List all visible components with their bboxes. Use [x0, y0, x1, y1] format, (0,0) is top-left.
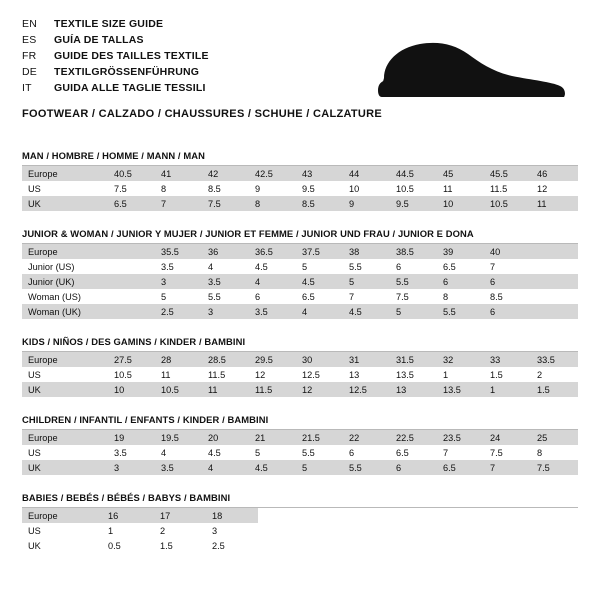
cell: 5.5 — [437, 304, 484, 319]
cell: 6.5 — [296, 289, 343, 304]
cell: 23.5 — [437, 430, 484, 445]
table-row — [22, 523, 258, 538]
cell: 21 — [249, 430, 296, 445]
language-title: GUIDA ALLE TAGLIE TESSILI — [54, 82, 206, 94]
cell: 9.5 — [390, 196, 437, 211]
cell: 45 — [437, 166, 484, 181]
cell: 13.5 — [437, 382, 484, 397]
row-label: US — [22, 523, 102, 538]
cell: 11 — [531, 196, 578, 211]
table-row — [22, 181, 578, 196]
cell: 3.5 — [108, 445, 155, 460]
cell: 1 — [484, 382, 531, 397]
cell: 27.5 — [108, 352, 155, 367]
cell: 24 — [484, 430, 531, 445]
size-group-babies — [22, 492, 578, 553]
cell: 4.5 — [249, 460, 296, 475]
group-title: CHILDREN / INFANTIL / ENFANTS / KINDER / BAMBINI — [22, 414, 578, 430]
cell: 6 — [437, 274, 484, 289]
row-label: Europe — [22, 166, 108, 181]
cell: 1 — [437, 367, 484, 382]
cell: 43 — [296, 166, 343, 181]
table-row — [22, 508, 258, 523]
group-title: BABIES / BEBÉS / BÉBÉS / BABYS / BAMBINI — [22, 492, 578, 508]
cell: 19.5 — [155, 430, 202, 445]
cell: 4.5 — [249, 259, 296, 274]
cell: 1.5 — [154, 538, 206, 553]
table-row — [22, 289, 578, 304]
cell: 2.5 — [206, 538, 258, 553]
cell — [108, 304, 155, 319]
cell: 7 — [437, 445, 484, 460]
cell: 3.5 — [249, 304, 296, 319]
row-label: US — [22, 181, 108, 196]
size-table — [22, 166, 578, 211]
row-label: Junior (US) — [22, 259, 108, 274]
cell: 4.5 — [343, 304, 390, 319]
table-row — [22, 367, 578, 382]
size-group-junior-woman — [22, 228, 578, 319]
cell: 7.5 — [108, 181, 155, 196]
cell: 3.5 — [202, 274, 249, 289]
cell: 16 — [102, 508, 154, 523]
cell: 28.5 — [202, 352, 249, 367]
language-code: DE — [22, 66, 37, 78]
table-row — [22, 445, 578, 460]
cell: 9 — [249, 181, 296, 196]
cell: 11 — [155, 367, 202, 382]
cell: 38 — [343, 244, 390, 259]
cell: 1 — [102, 523, 154, 538]
group-title: JUNIOR & WOMAN / JUNIOR Y MUJER / JUNIOR ET FEMME / JUNIOR UND FRAU / JUNIOR E DONA — [22, 228, 578, 244]
cell: 29.5 — [249, 352, 296, 367]
table-row — [22, 304, 578, 319]
cell: 4 — [155, 445, 202, 460]
cell: 45.5 — [484, 166, 531, 181]
cell — [531, 244, 578, 259]
cell: 3 — [108, 460, 155, 475]
group-title: MAN / HOMBRE / HOMME / MANN / MAN — [22, 150, 578, 166]
cell: 10.5 — [108, 367, 155, 382]
cell: 10 — [437, 196, 484, 211]
cell: 4 — [249, 274, 296, 289]
cell: 3 — [202, 304, 249, 319]
cell: 10.5 — [155, 382, 202, 397]
cell: 6.5 — [437, 259, 484, 274]
cell — [531, 274, 578, 289]
cell: 5 — [249, 445, 296, 460]
table-row — [22, 196, 578, 211]
cell: 36 — [202, 244, 249, 259]
cell: 6 — [249, 289, 296, 304]
cell: 33.5 — [531, 352, 578, 367]
cell: 20 — [202, 430, 249, 445]
cell: 12 — [296, 382, 343, 397]
cell: 46 — [531, 166, 578, 181]
cell: 13 — [343, 367, 390, 382]
cell: 12 — [531, 181, 578, 196]
cell: 12 — [249, 367, 296, 382]
cell: 7.5 — [531, 460, 578, 475]
cell: 5.5 — [390, 274, 437, 289]
cell: 28 — [155, 352, 202, 367]
cell: 6.5 — [108, 196, 155, 211]
cell: 8.5 — [296, 196, 343, 211]
language-title: TEXTILGRÖSSENFÜHRUNG — [54, 66, 200, 78]
cell: 5 — [296, 259, 343, 274]
cell: 8 — [249, 196, 296, 211]
cell: 4 — [202, 460, 249, 475]
size-group-children — [22, 414, 578, 475]
cell: 13.5 — [390, 367, 437, 382]
cell: 8.5 — [202, 181, 249, 196]
cell: 5 — [390, 304, 437, 319]
cell: 4 — [202, 259, 249, 274]
cell: 42 — [202, 166, 249, 181]
cell — [531, 289, 578, 304]
cell: 1.5 — [531, 382, 578, 397]
table-row — [22, 430, 578, 445]
cell — [531, 304, 578, 319]
row-label: UK — [22, 196, 108, 211]
footwear-section-title: FOOTWEAR / CALZADO / CHAUSSURES / SCHUHE / CALZATURE — [22, 108, 383, 120]
cell: 25 — [531, 430, 578, 445]
row-label: Europe — [22, 352, 108, 367]
cell — [108, 289, 155, 304]
row-label: US — [22, 367, 108, 382]
cell: 3 — [206, 523, 258, 538]
language-title: TEXTILE SIZE GUIDE — [54, 18, 164, 30]
cell: 3 — [155, 274, 202, 289]
cell: 22 — [343, 430, 390, 445]
language-title: GUÍA DE TALLAS — [54, 34, 144, 46]
row-label: UK — [22, 460, 108, 475]
cell: 7.5 — [390, 289, 437, 304]
table-row — [22, 352, 578, 367]
cell: 17 — [154, 508, 206, 523]
table-row — [22, 382, 578, 397]
cell: 6 — [390, 259, 437, 274]
cell: 7.5 — [484, 445, 531, 460]
cell: 10.5 — [484, 196, 531, 211]
cell: 37.5 — [296, 244, 343, 259]
size-table — [22, 430, 578, 475]
page-header — [22, 16, 578, 120]
row-label: Europe — [22, 244, 108, 259]
cell: 9.5 — [296, 181, 343, 196]
cell: 36.5 — [249, 244, 296, 259]
cell: 18 — [206, 508, 258, 523]
language-code: FR — [22, 50, 37, 62]
cell: 7.5 — [202, 196, 249, 211]
cell: 2 — [154, 523, 206, 538]
language-code: EN — [22, 18, 37, 30]
cell: 6 — [390, 460, 437, 475]
cell: 5 — [343, 274, 390, 289]
cell: 4 — [296, 304, 343, 319]
size-group-man — [22, 150, 578, 211]
cell: 11 — [202, 382, 249, 397]
cell: 19 — [108, 430, 155, 445]
cell: 5.5 — [343, 460, 390, 475]
row-label: US — [22, 445, 108, 460]
language-title: GUIDE DES TAILLES TEXTILE — [54, 50, 209, 62]
cell: 6.5 — [390, 445, 437, 460]
table-row — [22, 259, 578, 274]
cell: 10.5 — [390, 181, 437, 196]
size-table — [22, 244, 578, 319]
cell: 6 — [484, 304, 531, 319]
table-row — [22, 538, 258, 553]
cell — [108, 274, 155, 289]
cell: 5.5 — [296, 445, 343, 460]
cell: 38.5 — [390, 244, 437, 259]
cell: 10 — [108, 382, 155, 397]
cell: 40 — [484, 244, 531, 259]
cell: 0.5 — [102, 538, 154, 553]
cell: 5 — [155, 289, 202, 304]
cell: 6 — [484, 274, 531, 289]
cell: 10 — [343, 181, 390, 196]
cell: 8 — [531, 445, 578, 460]
table-row — [22, 166, 578, 181]
cell: 3.5 — [155, 259, 202, 274]
size-table — [22, 352, 578, 397]
cell: 21.5 — [296, 430, 343, 445]
cell: 5.5 — [202, 289, 249, 304]
cell: 12.5 — [296, 367, 343, 382]
group-title: KIDS / NIÑOS / DES GAMINS / KINDER / BAMBINI — [22, 336, 578, 352]
row-label: Junior (UK) — [22, 274, 108, 289]
cell: 11.5 — [249, 382, 296, 397]
cell: 11.5 — [484, 181, 531, 196]
row-label: UK — [22, 382, 108, 397]
size-group-kids — [22, 336, 578, 397]
cell — [531, 259, 578, 274]
cell: 3.5 — [155, 460, 202, 475]
cell: 41 — [155, 166, 202, 181]
cell: 2.5 — [155, 304, 202, 319]
cell: 8.5 — [484, 289, 531, 304]
cell: 40.5 — [108, 166, 155, 181]
table-row — [22, 274, 578, 289]
cell: 31.5 — [390, 352, 437, 367]
cell: 7 — [484, 460, 531, 475]
cell: 33 — [484, 352, 531, 367]
cell: 30 — [296, 352, 343, 367]
language-row — [22, 16, 578, 32]
language-code: ES — [22, 34, 37, 46]
cell: 13 — [390, 382, 437, 397]
size-table — [22, 508, 258, 553]
cell: 4.5 — [202, 445, 249, 460]
cell: 5.5 — [343, 259, 390, 274]
cell: 8 — [437, 289, 484, 304]
cell: 11.5 — [202, 367, 249, 382]
cell: 39 — [437, 244, 484, 259]
language-code: IT — [22, 82, 32, 94]
cell: 7 — [484, 259, 531, 274]
cell: 12.5 — [343, 382, 390, 397]
cell: 4.5 — [296, 274, 343, 289]
row-label: Woman (US) — [22, 289, 108, 304]
table-row — [22, 460, 578, 475]
cell: 9 — [343, 196, 390, 211]
cell: 44 — [343, 166, 390, 181]
cell: 42.5 — [249, 166, 296, 181]
cell: 8 — [155, 181, 202, 196]
cell: 31 — [343, 352, 390, 367]
cell: 44.5 — [390, 166, 437, 181]
cell: 7 — [155, 196, 202, 211]
cell: 5 — [296, 460, 343, 475]
cell: 11 — [437, 181, 484, 196]
row-label: UK — [22, 538, 102, 553]
cell: 32 — [437, 352, 484, 367]
cell: 2 — [531, 367, 578, 382]
cell — [108, 259, 155, 274]
cell: 6 — [343, 445, 390, 460]
table-row — [22, 244, 578, 259]
cell: 6.5 — [437, 460, 484, 475]
cell: 1.5 — [484, 367, 531, 382]
dress-shoe-icon — [376, 34, 566, 102]
cell: 7 — [343, 289, 390, 304]
row-label: Europe — [22, 508, 102, 523]
cell: 22.5 — [390, 430, 437, 445]
cell — [108, 244, 155, 259]
row-label: Woman (UK) — [22, 304, 108, 319]
row-label: Europe — [22, 430, 108, 445]
cell: 35.5 — [155, 244, 202, 259]
